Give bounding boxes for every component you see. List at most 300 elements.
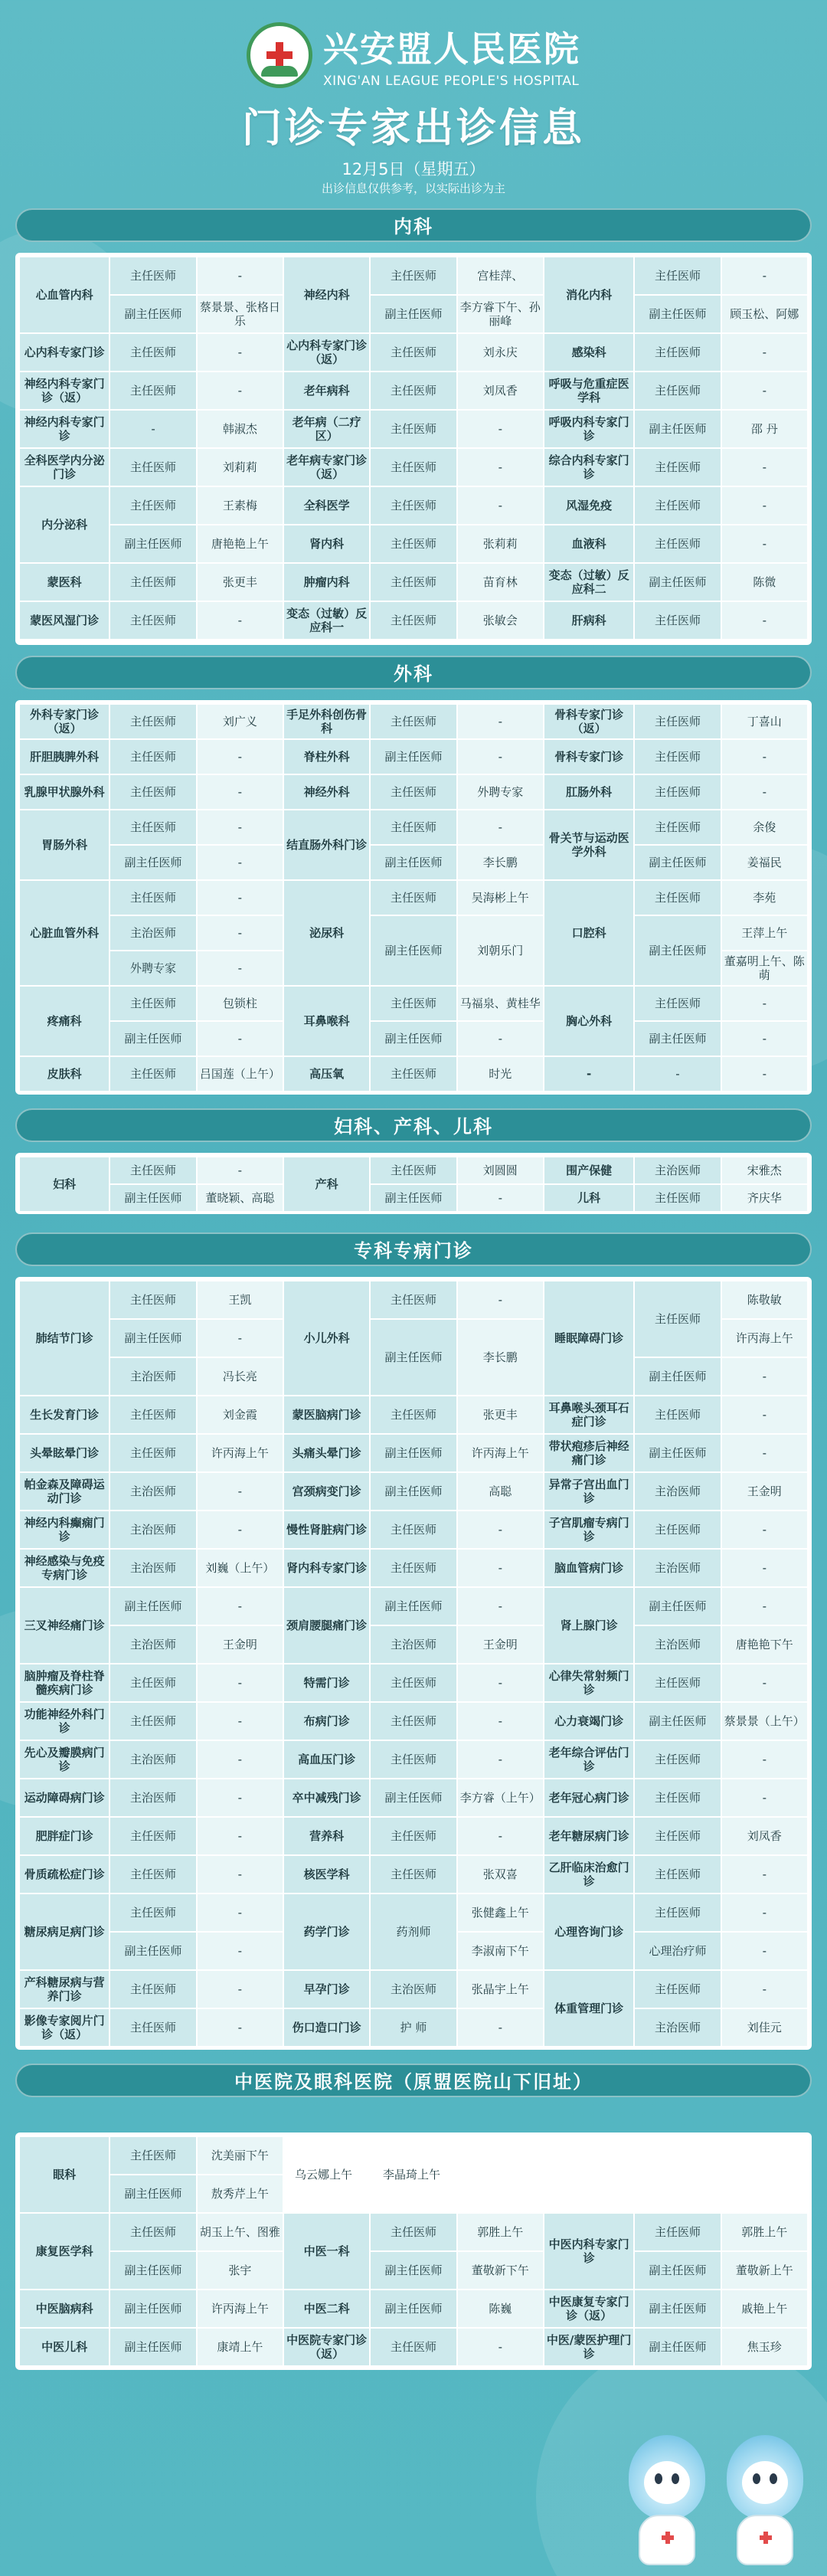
page-header [0,0,827,203]
table-row [20,2137,807,2174]
hospital-logo-icon [247,22,312,88]
department-cell: 心脏血管外科 [20,881,109,985]
department-cell: 老年糖尿病门诊 [544,1818,633,1854]
hospital-english-name: XING'AN LEAGUE PEOPLE'S HOSPITAL [323,74,580,89]
rank-cell: 主治医师 [635,1157,720,1183]
doctor-cell: 张双喜 [458,1856,543,1893]
department-cell: 肛肠外科 [544,775,633,809]
doctor-cell: - [722,1933,807,1969]
department-cell: 中医院专家门诊（返） [284,2329,369,2365]
doctor-cell: - [458,1703,543,1740]
rank-cell: 主治医师 [371,1626,456,1663]
doctor-cell: - [722,449,807,486]
mascot-doctor-right-icon [720,2435,810,2571]
rank-cell: 主任医师 [371,372,456,409]
doctor-cell: 宋雅杰 [722,1157,807,1183]
department-cell: 肥胖症门诊 [20,1818,109,1854]
doctor-cell: - [458,487,543,524]
rank-cell: 主任医师 [110,881,195,915]
department-cell: 头晕眩晕门诊 [20,1435,109,1471]
department-cell: 中医一科 [284,2214,369,2289]
table-row [20,257,807,294]
rank-cell: 主任医师 [110,1435,195,1471]
table-row [20,881,807,915]
department-cell: 胃肠外科 [20,810,109,879]
department-cell: 康复医学科 [20,2214,109,2289]
doctor-cell: 吴海彬上午 [458,881,543,915]
department-cell: 骨科专家门诊（返） [544,705,633,738]
doctor-cell: - [458,705,543,738]
rank-cell: 副主任医师 [110,525,195,562]
page-title: 门诊专家出诊信息 [241,106,585,152]
rank-cell: 主任医师 [635,602,720,639]
table-row [20,487,807,524]
rank-cell: 主治医师 [110,1779,195,1816]
doctor-cell: 李长鹏 [458,846,543,879]
blank-cell [284,2137,807,2212]
doctor-cell: - [198,1511,283,1548]
department-cell: 风湿免疫 [544,487,633,524]
rank-cell: 主治医师 [110,1741,195,1778]
department-cell: 肝胆胰脾外科 [20,740,109,774]
department-cell: 手足外科创伤骨科 [284,705,369,738]
doctor-cell: 刘莉莉 [198,449,283,486]
doctor-cell: 董敬新下午 [458,2252,543,2289]
rank-cell: 主任医师 [635,810,720,844]
department-cell: 三叉神经痛门诊 [20,1588,109,1663]
rank-cell: 副主任医师 [635,1022,720,1056]
table-row [20,916,807,950]
rank-cell: 主任医师 [635,1185,720,1211]
doctor-cell: - [722,1741,807,1778]
table-row [20,1779,807,1816]
department-cell: 疼痛科 [20,987,109,1056]
rank-cell: 副主任医师 [635,564,720,601]
rank-cell: 主任医师 [110,1818,195,1854]
section-specialty-clinics [15,1232,812,2041]
department-cell: 胸心外科 [544,987,633,1056]
table-row [20,1511,807,1548]
rank-cell: 主任医师 [371,449,456,486]
department-cell: 异常子宫出血门诊 [544,1473,633,1510]
schedule-grid [18,1280,809,2047]
doctor-cell: 刘金霞 [198,1396,283,1433]
rank-cell: 副主任医师 [635,1703,720,1740]
rank-cell: 主任医师 [110,987,195,1020]
doctor-cell: 王萍上午 [722,916,807,950]
department-cell: 老年病（二疗区） [284,411,369,447]
doctor-cell: 顾玉松、阿娜 [722,296,807,332]
hospital-brand [0,21,827,89]
table-row [20,372,807,409]
rank-cell: 副主任医师 [110,1933,195,1969]
mascot-doctor-left-icon [622,2435,712,2571]
doctor-cell: - [722,1664,807,1701]
department-cell: 乳腺甲状腺外科 [20,775,109,809]
doctor-cell: 陈敬敏 [722,1281,807,1318]
doctor-cell: - [722,372,807,409]
section-title: 中医院及眼科医院（原盟医院山下旧址） [15,2064,812,2097]
section-internal-medicine [15,208,812,634]
department-cell: 子宫肌瘤专病门诊 [544,1511,633,1548]
rank-cell: 主任医师 [371,1856,456,1893]
department-cell: 蒙医科 [20,564,109,601]
department-cell: 骨关节与运动医学外科 [544,810,633,879]
rank-cell: 主任医师 [635,525,720,562]
doctor-cell: 刘朝乐门 [458,916,543,985]
doctor-cell: 包锁柱 [198,987,283,1020]
doctor-cell: 陈微 [722,564,807,601]
doctor-cell: 张敏会 [458,602,543,639]
department-cell: 肺结节门诊 [20,1281,109,1395]
rank-cell: 主任医师 [110,1971,195,2008]
section-tcm-eye-hospital [15,2064,812,2361]
rank-cell: 主任医师 [110,1894,195,1931]
department-cell: 神经感染与免疫专病门诊 [20,1550,109,1586]
doctor-cell: 张健鑫上午 [458,1894,543,1931]
department-cell: 肾内科专家门诊 [284,1550,369,1586]
doctor-cell: - [722,1894,807,1931]
department-cell: 血液科 [544,525,633,562]
department-cell: 呼吸内科专家门诊 [544,411,633,447]
department-cell: 伤口造口门诊 [284,2009,369,2046]
rank-cell: 副主任医师 [635,296,720,332]
rank-cell: 副主任医师 [110,1185,195,1211]
doctor-cell: 郭胜上午 [458,2214,543,2250]
rank-cell: 主治医师 [110,916,195,950]
department-cell: 围产保健 [544,1157,633,1183]
section-surgery [15,656,812,1081]
doctor-cell: - [198,916,283,950]
doctor-cell: - [458,1664,543,1701]
rank-cell: 主任医师 [110,1157,195,1183]
rank-cell: 主任医师 [635,1779,720,1816]
department-cell: 肾内科 [284,525,369,562]
department-cell: 布病门诊 [284,1703,369,1740]
rank-cell: 副主任医师 [371,1185,456,1211]
doctor-cell: 蔡景景、张格日乐 [198,296,283,332]
doctor-cell: - [722,740,807,774]
schedule-grid [18,256,809,640]
department-cell: 营养科 [284,1818,369,1854]
doctor-cell: - [198,1971,283,2008]
table-row [20,810,807,844]
doctor-cell: - [198,1779,283,1816]
doctor-cell: 余俊 [722,810,807,844]
rank-cell: 主任医师 [635,372,720,409]
schedule-note: 出诊信息仅供参考，以实际出诊为主 [321,182,505,195]
doctor-cell: 冯长亮 [198,1358,283,1395]
doctor-cell: - [722,257,807,294]
department-cell: 结直肠外科门诊 [284,810,369,879]
section-title: 外科 [15,656,812,689]
doctor-cell: 王素梅 [198,487,283,524]
schedule-grid [18,1156,809,1213]
department-cell: 帕金森及障碍运动门诊 [20,1473,109,1510]
doctor-cell: - [458,810,543,844]
doctor-cell: - [722,1511,807,1548]
department-cell: 产科 [284,1157,369,1211]
doctor-cell: 王凯 [198,1281,283,1318]
department-cell: 老年病专家门诊（返） [284,449,369,486]
rank-cell: 副主任医师 [110,2252,195,2289]
table-row [20,564,807,601]
rank-cell: 主治医师 [110,1550,195,1586]
rank-cell: 副主任医师 [635,2290,720,2327]
department-cell: 影像专家阅片门诊（返） [20,2009,109,2046]
doctor-cell: - [458,1022,543,1056]
department-cell: 皮肤科 [20,1057,109,1091]
table-row [20,2290,807,2327]
doctor-cell: - [722,487,807,524]
doctor-cell: 刘广义 [198,705,283,738]
department-cell: 先心及瓣膜病门诊 [20,1741,109,1778]
department-cell: 特需门诊 [284,1664,369,1701]
doctor-cell: 李苑 [722,881,807,915]
rank-cell: 副主任医师 [635,2329,720,2365]
doctor-cell: 李方睿下午、孙丽峰 [458,296,543,332]
department-cell: 运动障碍病门诊 [20,1779,109,1816]
doctor-cell: 康靖上午 [198,2329,283,2365]
table-row [20,2214,807,2250]
rank-cell: 主任医师 [110,1856,195,1893]
doctor-cell: 时光 [458,1057,543,1091]
table-row [20,334,807,371]
table-row [20,846,807,879]
rank-cell: 主治医师 [635,1473,720,1510]
schedule-table [15,253,812,645]
department-cell: 泌尿科 [284,881,369,985]
doctor-cell: 刘圆圆 [458,1157,543,1183]
rank-cell: 主治医师 [635,2009,720,2046]
table-row [20,705,807,738]
doctor-cell: 乌云娜上午 [295,2168,353,2182]
table-row [20,1894,807,1931]
doctor-cell: 王金明 [458,1626,543,1663]
doctor-cell: - [458,2009,543,2046]
doctor-cell: - [198,1473,283,1510]
department-cell: 高压氧 [284,1057,369,1091]
rank-cell: 主治医师 [371,1971,456,2008]
rank-cell: 心理治疗师 [635,1933,720,1969]
department-cell: 心内科专家门诊（返） [284,334,369,371]
rank-cell: 主任医师 [371,525,456,562]
rank-cell: 主任医师 [110,334,195,371]
rank-cell: 主任医师 [635,487,720,524]
doctor-cell: 许丙海上午 [198,1435,283,1471]
department-cell: 儿科 [544,1185,633,1211]
doctor-cell: 外聘专家 [458,775,543,809]
schedule-table [15,1153,812,1214]
doctor-cell: - [722,1396,807,1433]
department-cell: 老年冠心病门诊 [544,1779,633,1816]
doctor-cell: 董敬新上午 [722,2252,807,2289]
doctor-cell: - [458,411,543,447]
doctor-cell: - [198,740,283,774]
department-cell: 呼吸与危重症医学科 [544,372,633,409]
department-cell: 心理咨询门诊 [544,1894,633,1969]
rank-cell: 副主任医师 [110,296,195,332]
department-cell: 神经内科癫痫门诊 [20,1511,109,1548]
department-cell: 心力衰竭门诊 [544,1703,633,1740]
department-cell: 心血管内科 [20,257,109,332]
rank-cell: 药剂师 [371,1894,456,1969]
rank-cell: 主任医师 [371,1511,456,1548]
rank-cell: 主任医师 [635,334,720,371]
section-gyn-obs-peds [15,1108,812,1205]
department-cell: 感染科 [544,334,633,371]
department-cell: 中医二科 [284,2290,369,2327]
schedule-grid [18,2136,809,2367]
department-cell: 心内科专家门诊 [20,334,109,371]
table-row [20,1703,807,1740]
rank-cell: 主任医师 [635,2214,720,2250]
department-cell: 眼科 [20,2137,109,2212]
doctor-cell: 丁喜山 [722,705,807,738]
department-cell: 卒中减残门诊 [284,1779,369,1816]
rank-cell: 主治医师 [635,1550,720,1586]
department-cell: 肾上腺门诊 [544,1588,633,1663]
table-row [20,1185,807,1211]
rank-cell: 副主任医师 [635,411,720,447]
department-cell: - [544,1057,633,1091]
rank-cell: 副主任医师 [110,2175,195,2212]
doctor-cell: - [722,1588,807,1625]
table-row [20,775,807,809]
doctor-cell: 唐艳艳下午 [722,1626,807,1663]
rank-cell: - [110,411,195,447]
rank-cell: 主任医师 [371,564,456,601]
rank-cell: 副主任医师 [110,2290,195,2327]
doctor-cell: - [458,449,543,486]
rank-cell: 主治医师 [635,1626,720,1663]
rank-cell: 主任医师 [371,1157,456,1183]
table-row [20,1157,807,1183]
rank-cell: 主任医师 [635,1511,720,1548]
doctor-cell: - [198,1157,283,1183]
rank-cell: 主任医师 [371,257,456,294]
department-cell: 变态（过敏）反应科一 [284,602,369,639]
hospital-name: 兴安盟人民医院 [323,28,580,70]
rank-cell: 副主任医师 [371,296,456,332]
rank-cell: 主任医师 [110,1703,195,1740]
rank-cell: 副主任医师 [110,846,195,879]
doctor-cell: - [722,525,807,562]
table-row [20,449,807,486]
department-cell: 老年病科 [284,372,369,409]
department-cell: 口腔科 [544,881,633,985]
doctor-cell: 刘佳元 [722,2009,807,2046]
rank-cell: 主任医师 [635,449,720,486]
rank-cell: 副主任医师 [110,1320,195,1357]
rank-cell: 副主任医师 [635,1435,720,1471]
department-cell: 妇科 [20,1157,109,1211]
doctor-cell: - [458,740,543,774]
doctor-cell: - [198,2009,283,2046]
rank-cell: 主任医师 [635,1818,720,1854]
department-cell: 生长发育门诊 [20,1396,109,1433]
rank-cell: 主任医师 [635,881,720,915]
table-row [20,1281,807,1318]
rank-cell: 主治医师 [110,1626,195,1663]
table-row [20,1022,807,1056]
doctor-cell: 许丙海上午 [722,1320,807,1357]
rank-cell: 副主任医师 [635,916,720,985]
table-row [20,1588,807,1625]
doctor-cell: - [198,775,283,809]
rank-cell: 主任医师 [635,1664,720,1701]
doctor-cell: - [722,1022,807,1056]
rank-cell: 副主任医师 [371,916,456,985]
doctor-cell: 董嘉明上午、陈萌 [722,951,807,985]
rank-cell: 主任医师 [635,775,720,809]
doctor-cell: - [198,1856,283,1893]
department-cell: 宫颈病变门诊 [284,1473,369,1510]
doctor-cell: 齐庆华 [722,1185,807,1211]
doctor-cell: 王金明 [198,1626,283,1663]
doctor-cell: 高聪 [458,1473,543,1510]
doctor-cell: 苗育林 [458,564,543,601]
doctor-cell: - [198,881,283,915]
department-cell: 功能神经外科门诊 [20,1703,109,1740]
doctor-cell: - [198,1818,283,1854]
table-row [20,1856,807,1893]
rank-cell: 副主任医师 [635,1588,720,1625]
rank-cell: 主任医师 [635,1894,720,1931]
doctor-cell: 陈巍 [458,2290,543,2327]
rank-cell: 副主任医师 [371,2290,456,2327]
rank-cell: 主任医师 [371,810,456,844]
doctor-cell: 张更丰 [458,1396,543,1433]
department-cell: 耳鼻喉科 [284,987,369,1056]
doctor-cell: - [722,1856,807,1893]
department-cell: 全科医学内分泌门诊 [20,449,109,486]
department-cell: 肿瘤内科 [284,564,369,601]
doctor-cell: - [198,1022,283,1056]
doctor-cell: 李方睿（上午） [458,1779,543,1816]
doctor-cell: 李晶琦上午 [383,2168,441,2182]
table-row [20,296,807,332]
rank-cell: 主任医师 [110,1396,195,1433]
doctor-cell: - [198,334,283,371]
department-cell: 体重管理门诊 [544,1971,633,2046]
rank-cell: 副主任医师 [371,1779,456,1816]
doctor-cell: - [722,1550,807,1586]
department-cell: 综合内科专家门诊 [544,449,633,486]
department-cell: 变态（过敏）反应科二 [544,564,633,601]
rank-cell: 主任医师 [110,2009,195,2046]
department-cell: 脊柱外科 [284,740,369,774]
doctor-cell: 马福泉、黄桂华 [458,987,543,1020]
rank-cell: 主任医师 [110,1057,195,1091]
department-cell: 脑肿瘤及脊柱脊髓疾病门诊 [20,1664,109,1701]
doctor-cell: - [198,372,283,409]
rank-cell: 主治医师 [110,1358,195,1395]
department-cell: 中医康复专家门诊（返） [544,2290,633,2327]
department-cell: 耳鼻喉头颈耳石症门诊 [544,1396,633,1433]
doctor-cell: 刘凤香 [722,1818,807,1854]
rank-cell: 主任医师 [110,2137,195,2174]
rank-cell: 主任医师 [371,487,456,524]
schedule-table [15,700,812,1095]
department-cell: 消化内科 [544,257,633,332]
doctor-cell: - [198,257,283,294]
table-row [20,1435,807,1471]
doctor-cell: 韩淑杰 [198,411,283,447]
table-row [20,1626,807,1663]
department-cell: 带状疱疹后神经痛门诊 [544,1435,633,1471]
rank-cell: 副主任医师 [371,1588,456,1625]
